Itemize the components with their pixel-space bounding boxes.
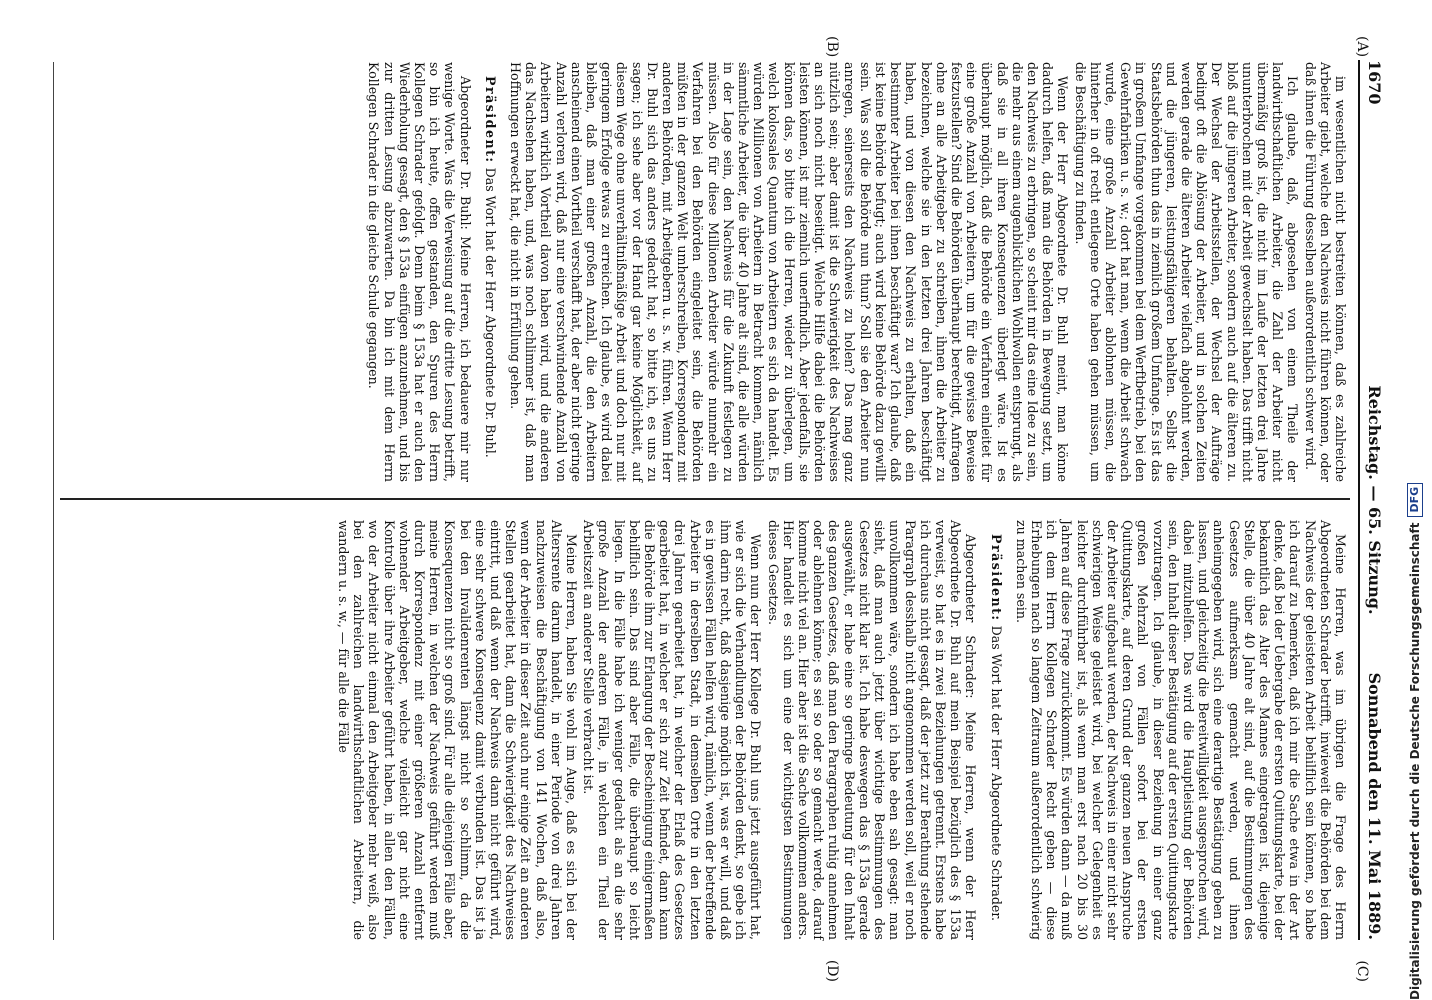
right-paragraph-2: Abgeordneter Schrader: Meine Herren, wenn der Herr Abgeordnete Dr. Buhl auf mein Beispiel bezüglich des § 153a verweist, so hat es in zwei Beziehungen getrennt. Erstens habe ich durchaus nicht gesagt, daß der jetzt zur Berathung stehende Paragraph desshalb nicht angenommen werden soll, weil er noch unvollkommen wäre, sondern ich habe eben sah gesagt: man sieht, daß man auch jetzt über wichtige Bestimmungen des Gesetzes nicht klar ist. Ich habe deswegen das § 153a gerade ausgewählt, er habe eine so geringe Bedeutung für den Inhalt des ganzen Gesetzes, daß man den Paragraphen ruhig annehmen oder ablehnen könne; es sei so oder so gemacht werde, darauf komme nicht viel an. Hier aber ist die Sache vollkommen anders. Hier handelt es sich um eine der wichtigsten Bestimmungen dieses Gesetzes.	[765, 520, 979, 940]
left-paragraph-1: im wesentlichen nicht bestreiten können, daß es zahlreiche Arbeiter giebt, welche den Nachweis nicht führen können, oder daß ihnen die Führung desselben außerordentlich schwer wird.	[1302, 62, 1348, 482]
speaker-text: Das Wort hat der Herr Abgeordnete Schrader.	[988, 625, 1004, 922]
right-paragraph-1: Meine Herren, was im übrigen die Frage des Herrn Abgeordneten Schrader betrifft, inwieweit die Behörden bei dem Nachweis der geleisteten Arbeit behilflich sein können, so habe ich darauf zu bemerken, daß ich mir die Sache etwa in der Art denke, daß bei der Uebergabe der ersten Quittungskarte, bei der bekanntlich das Alter des Mannes eingetragen ist, diejenige Stelle, die über 40 Jahre alt sind, auf die Bestimmungen des Gesetzes aufmerksam gemacht werden, und ihnen anheimgegeben wird, sich eine derartige Bestätigung geben zu lassen, und gleichzeitig die Bereitwilligkeit ausgesprochen wird, dabei mitzuhelfen. Das wird die Hauptleistung der Behörden sein, den Inhalt dieser Bestätigung auf der ersten Quittungskarte vorzutragen. Ich glaube, in dieser Beziehung in einer ganz großen Mehrzahl von Fällen sofort bei der ersten Quittungskarte, auf deren Grund der ganzen neuen Anspruche der Arbeiter aufgebaut werden, der Nachweis in einer nicht sehr schwierigen Weise geleistet wird, bei welcher Gelegenheit es leichter durchführbar ist, als wenn man erst nach 20 bis 30 Jahren auf diese Frage zurückkommt. Es würden dann — da muß ich dem Herrn Kollegen Schrader Recht geben — diese Erhebungen nach so langem Zeitraum außerordentlich schwierig zu machen sein.	[1013, 520, 1348, 940]
page-number: 1670	[1365, 60, 1384, 105]
speaker-label: Präsident:	[988, 534, 1004, 622]
margin-marker-c: (C)	[1354, 960, 1370, 982]
margin-marker-a: (A)	[1354, 36, 1370, 58]
right-column	[334, 520, 1348, 940]
page-header	[1358, 60, 1388, 940]
credit-text: Digitalisierung gefördert durch die Deutsche Forschungsgemeinschaft	[1408, 522, 1422, 1000]
margin-marker-b: (B)	[824, 36, 840, 58]
right-speaker-1	[988, 520, 1003, 940]
left-paragraph-tail: Abgeordneter Dr. Buhl: Meine Herren, ich bedauere mir nur wenige Worte. Was die Verweisung auf die dritte Lesung betrifft, so bin ich heute, offen gestanden, den Spuren des Herrn Kollegen Schrader gefolgt. Denn beim § 153a hat er auch den Wiederholung gesagt, den § 153a einfügen anzunehmen, und bis zur dritten Lesung abzuwarten. Da bin ich mit dem Herrn Kollegen Schrader in die gleiche Schule gegangen.	[366, 62, 473, 482]
left-speaker-1	[483, 62, 498, 482]
dfg-logo-icon: DFG	[1407, 483, 1423, 517]
column-divider	[60, 498, 1350, 500]
right-paragraph-3: Wenn nun der Herr Kollege Dr. Buhl uns jetzt ausgeführt hat, wie er sich die Verhandlungen der Behörden denkt, so gebe ich ihm darin recht, daß dasjenige möglich ist, was er will, und daß es in gewissen Fällen helfen wird, nämlich, wenn der betreffende Arbeiter in derselben Stadt, in demselben Orte in den letzten drei Jahren gearbeitet hat, in welcher der Erlaß des Gesetzes gearbeitet hat, in welcher er sich zur Zeit befindet, dann kann die Behörde ihm zur Erlangung der Bescheinigung einigermaßen behilflich sein. Das sind aber Fälle, die überhaupt so leicht liegen. In die Fälle habe ich weniger gedacht als an die sehr große Anzahl der anderen Fälle, in welchen ein Theil der Arbeitszeit an anderer Stelle verbracht ist.	[581, 520, 764, 940]
right-paragraph-4: Meine Herren, haben Sie wohl im Auge, daß es sich bei der Altersrente darum handelt, in einer Periode von drei Jahren nachzuweisen die Beschäftigung von 141 Wochen, daß also, wenn der Arbeiter in dieser Zeit auch nur einige Zeit an anderen Stellen gearbeitet hat, dann die Schwierigkeit des Nachweises eintritt, und daß wenn der Nachweis dann nicht geführt wird, eine sehr schwere Konsequenz damit verbunden ist. Das ist ja bei den Invalidenrenten längst nicht so schlimm, da die Konsequenzen nicht so groß sind. Für alle diejenigen Fälle aber, meine Herren, in welchen der Nachweis geführt werden muß durch Korrespondenz mit einer größeren Anzahl entfernt wohnender Arbeitgeber, welche vielleicht gar nicht eine Kontrolle über ihre Arbeiter geführt haben, in allen den Fällen, wo der Arbeiter nicht einmal den Arbeitgeber mehr weiß, also bei den zahlreichen landwirthschaftlichen Arbeitern, die wandern u. s. w., — für alle die Fälle	[336, 520, 580, 940]
speaker-text: Das Wort hat der Herr Abgeordnete Dr. Buhl.	[482, 167, 498, 458]
left-column	[364, 62, 1348, 482]
speaker-label: Präsident:	[482, 76, 498, 164]
session-date: Sonnabend den 11. Mai 1889.	[1365, 672, 1384, 940]
footer-rule	[53, 62, 54, 940]
left-paragraph-3: Wenn der Herr Abgeordnete Dr. Buhl meint, man könne dadurch helfen, daß man die Behörden in Bewegung setzt, um den Nachweis zu erbringen, so scheint mir das eine Idee zu sein, die mehr aus einem augenblicklichen Wohlwollen entsprungt, als daß sie in all ihren Konsequenzen überlegt wäre. Ist es überhaupt möglich, daß die Behörde ein Verfahren einleitet für eine große Anzahl von Arbeitern, um für die gewisse Beweise festzustellen? Sind die Behörden überhaupt berechtigt, Anfragen ohne an alle Arbeitgeber zu schreiben, ihnen die Arbeiter zu bezeichnen, welche sie in den letzten drei Jahren beschäftigt haben, und von diesen den Nachweis zu erhalten, daß ein bestimmter Arbeiter bei ihnen beschäftigt war? Ich glaube, daß ist keine Behörde befugt; auch wird keine Behörde dazu gewillt sein. Was soll die Behörde nun thun? Soll sie den Arbeiter nun anregen, seinerseits den Nachweis zu holen? Das mag ganz nützlich sein; aber damit ist die Schwierigkeit des Nachweises an sich noch nicht beseitigt. Welche Hilfe dabei die Behörden leisten können, ist mir ziemlich unerfindlich. Aber jedenfalls, sie können das, so bitte ich die Herren, wieder zu überlegen, um welch kolossales Quantum von Arbeitern es sich da handelt. Es würden Millionen von Arbeitern in Betracht kommen, nämlich sämmtliche Arbeiter, die über 40 Jahre alt sind, die alle würden in der Lage sein, den Nachweis für die Zukunft festlegen zu müssen. Also für diese Millionen Arbeiter würde nunmehr ein Verfahren bei den Behörden eingeleitet sein, die Behörden müßten in der ganzen Welt umherschreiben, Korrespondenz mit anderen Behörden, mit Arbeitgebern u. s. w. führen. Wenn Herr Dr. Buhl sich das anders gedacht hat, so bitte ich, es uns zu sagen; ich sehe aber vor der Hand gar keine Möglichkeit, auf diesem Wege ohne unverhältnißmäßige Arbeit und doch nur mit geringem Erfolge etwas zu erreichen. Ich glaube, es wird dabei bleiben, daß man einer großen Anzahl, die den Arbeitern anscheinend einen Vortheil verschafft hat, der aber nicht geringe Anzahl verloren wird, daß nur eine verschwindende Anzahl von Arbeitern wirklich Vortheil davon haben wird, und die anderen das Nachsehen haben, und, was noch schlimmer ist, daß man Hoffnungen erweckt hat, die nicht in Erfüllung gehen.	[508, 62, 1071, 482]
left-paragraph-2: Ich glaube, daß, abgesehen von einem Theile der landwirthschaftlichen Arbeiter, die Zahl der Arbeiter nicht übermäßig groß ist, die nicht im Laufe der letzten drei Jahre ununterbrochen mit der Arbeit gewechselt haben. Das trifft nicht bloß auf die jüngeren Arbeiter, sondern auch auf die älteren zu. Der Wechsel der Arbeitsstellen, der Wechsel der Aufträge bedingt oft die Ablösung der Arbeiter, und in solchen Zeiten werden gerade die älteren Arbeiter vielfach abgelohnt werden, und die jüngeren, leistungsfähigeren behalten. Selbst die Staatsbehörden thun das in ziemlich großem Umfange. Es ist das in großem Umfange vorgekommen bei dem Werftbetrieb, bei den Gewehrfabriken u. s. w.; dort hat man, wenn die Arbeit schwach wurde, eine große Anzahl Arbeiter ablohnen müssen, die hinterher in oft recht entlegene Orte haben gehen müssen, um die Beschäftigung zu finden.	[1072, 62, 1301, 482]
margin-marker-d: (D)	[824, 959, 840, 982]
digitization-credit	[1404, 0, 1426, 1000]
running-title: Reichstag. — 65. Sitzung.	[1365, 385, 1384, 615]
